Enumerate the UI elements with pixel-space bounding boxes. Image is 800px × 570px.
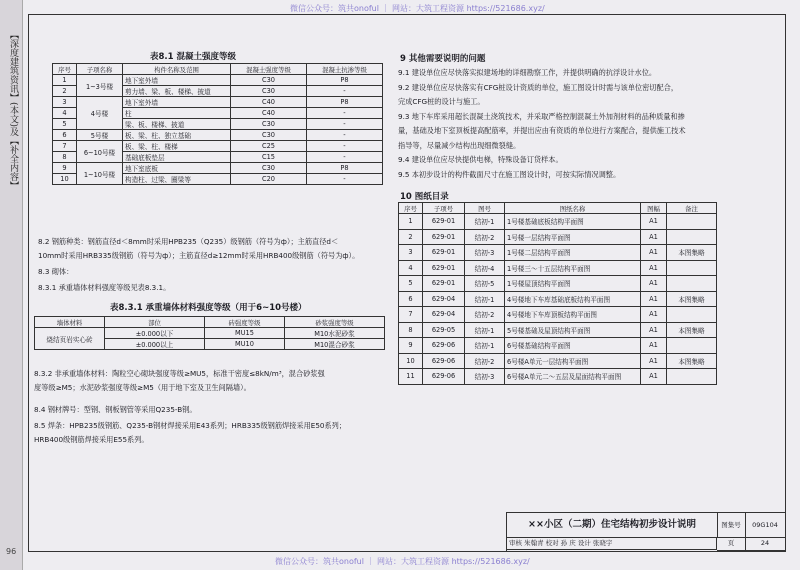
table-cell: 2: [53, 86, 77, 97]
section-10-title: 10 图纸目录: [400, 192, 449, 202]
section-9-note: 完成CFG桩的设计与施工。: [398, 97, 485, 106]
table-cell: 结初-1: [465, 291, 505, 307]
table-cell: 629-01: [423, 214, 465, 230]
section-9-note: 9.4 建设单位应尽快提供电梯，特殊设备订货样本。: [398, 155, 563, 164]
table-header-cell: 构件名称及范围: [123, 64, 231, 75]
table-cell: ±0.000以下: [105, 328, 205, 339]
table-cell: 629-06: [423, 338, 465, 354]
drawing-title: ××小区（二期）住宅结构初步设计说明: [507, 513, 718, 538]
note-8-4: 8.4 钢材牌号：型钢、钢板钢管等采用Q235-B钢。: [34, 405, 197, 414]
table-header-cell: 砂浆强度等级: [285, 317, 385, 328]
table-cell: 629-01: [423, 276, 465, 292]
table-cell: 629-05: [423, 322, 465, 338]
table-row: [399, 338, 717, 354]
table-cell: 629-06: [423, 369, 465, 385]
table-row: [399, 353, 717, 369]
table-cell: A1: [641, 229, 667, 245]
table-row: [399, 245, 717, 261]
table831-caption: 表8.3.1 承重墙体材料强度等级（用于6~10号楼）: [110, 303, 307, 313]
table-cell: C15: [231, 152, 307, 163]
table-cell: [667, 369, 717, 385]
table-cell: 3: [53, 97, 77, 108]
section-9-note: 9.2 建设单位应尽快落实有CFG桩设计资质的单位，施工图设计时需与该单位密切配合，: [398, 82, 679, 92]
table-cell: 结初-3: [465, 369, 505, 385]
table-row: [53, 75, 383, 86]
table-cell: M10混合砂浆: [285, 339, 385, 350]
note-8-5: 8.5 焊条：HPB235级钢筋、Q235-B钢材焊接采用E43系列；HRB335级钢筋焊接采用E50系列；: [34, 421, 347, 430]
section-9-notes: [398, 66, 778, 182]
table-cell: 结初-1: [465, 214, 505, 230]
table-cell: -: [307, 152, 383, 163]
table-cell: 构造柱、过梁、圈梁等: [123, 174, 231, 185]
table-cell: P8: [307, 75, 383, 86]
table-cell: 8: [399, 322, 423, 338]
table-cell: 地下室外墙: [123, 75, 231, 86]
page-number: 96: [6, 547, 17, 556]
table-cell: 10: [399, 353, 423, 369]
table-cell: 4: [53, 108, 77, 119]
section-9-title: 9 其他需要说明的问题: [400, 54, 486, 64]
table-cell: 结初-2: [465, 229, 505, 245]
table-header-cell: 砖强度等级: [205, 317, 285, 328]
note-8-3-2: 8.3.2 非承重墙体材料：陶粒空心砌块强度等级≥MU5，标准干密度≤8kN/m³，混合砂浆强: [34, 369, 325, 378]
table-cell: [667, 307, 717, 323]
table-cell: 板、梁、柱、独立基础: [123, 130, 231, 141]
table-cell: A1: [641, 214, 667, 230]
table-cell: 基础底板垫层: [123, 152, 231, 163]
table-cell: A1: [641, 338, 667, 354]
table81-caption: 表8.1 混凝土强度等级: [150, 52, 237, 62]
table-cell: [667, 260, 717, 276]
table-header-cell: 混凝土抗渗等级: [307, 64, 383, 75]
table-cell: C40: [231, 97, 307, 108]
table-row: [399, 276, 717, 292]
table-cell: [667, 214, 717, 230]
table-cell: 梁、板、楼梯、披道: [123, 119, 231, 130]
section-9-note: 9.1 建设单位应尽快落实拟建场地的详细勘察工作，并提供明确的抗浮设计水位。: [398, 68, 657, 77]
section-9-note: 9.3 地下车库采用超长混凝土浇筑技术，并采取严格控制混凝土外加剂材料的品种质量和掺: [398, 111, 685, 121]
table-cell: 1号楼基础底板结构平面图: [505, 214, 641, 230]
table-header-cell: 序号: [53, 64, 77, 75]
table-cell: -: [307, 119, 383, 130]
table-cell: 6号楼基础结构平面图: [505, 338, 641, 354]
table-cell: 板、梁、柱、楼梯: [123, 141, 231, 152]
table-cell: 4: [399, 260, 423, 276]
title-block: [506, 512, 785, 551]
table-row: [399, 291, 717, 307]
table-cell: 结初-4: [465, 260, 505, 276]
table-cell: 地下室外墙: [123, 97, 231, 108]
spine-text: 【深度建筑资讯】(本文)及【补全内容】: [8, 30, 18, 191]
table-cell: 1号楼一层结构平面图: [505, 229, 641, 245]
table-cell: 629-01: [423, 260, 465, 276]
atlas-number: 09G104: [745, 513, 786, 538]
table-cell: C30: [231, 130, 307, 141]
table-cell: 10: [53, 174, 77, 185]
table-cell: 柱: [123, 108, 231, 119]
table-cell: 2: [399, 229, 423, 245]
table-header-cell: 序号: [399, 203, 423, 214]
table-cell: 629-01: [423, 229, 465, 245]
note-8-2-cont: 10mm时采用HRB335级钢筋（符号为ф）；主筋直径d≥12mm时采用HRB400级钢筋（符号为ф）。: [38, 251, 360, 260]
table-cell: 剪力墙、梁、板、楼梯、披道: [123, 86, 231, 97]
table-cell: A1: [641, 353, 667, 369]
table-cell: C40: [231, 108, 307, 119]
table-cell: -: [307, 108, 383, 119]
note-8-3: 8.3 砌体：: [38, 267, 74, 276]
note-8-2: 8.2 钢筋种类：钢筋直径d＜8mm时采用HPB235（Q235）级钢筋（符号为ф）；主筋直径d＜: [38, 237, 339, 246]
table-cell: 8: [53, 152, 77, 163]
masonry-grade-table: [34, 316, 385, 350]
table-cell: 629-04: [423, 291, 465, 307]
table-row: [399, 322, 717, 338]
table-cell: ±0.000以上: [105, 339, 205, 350]
watermark-bottom: 微信公众号：筑共onoful ｜ 网站：大筑工程资源 https://521686.xyz/: [275, 557, 530, 566]
table-cell: 6: [399, 291, 423, 307]
table-row: [399, 369, 717, 385]
table-cell: MU10: [205, 339, 285, 350]
table-cell: 1号楼屋顶结构平面图: [505, 276, 641, 292]
section-9-note: 指导等，尽量减少结构出现细微裂缝。: [398, 140, 521, 150]
table-cell: 本图集略: [667, 353, 717, 369]
sheet-page-number: 24: [745, 537, 786, 551]
table-cell: 11: [399, 369, 423, 385]
table-header-cell: 图幅: [641, 203, 667, 214]
table-cell: C20: [231, 174, 307, 185]
table-cell: 1~3号楼: [77, 75, 123, 97]
table-cell: 结初-1: [465, 338, 505, 354]
table-cell: 1~10号楼: [77, 163, 123, 185]
table-cell: -: [307, 130, 383, 141]
table-cell: -: [307, 141, 383, 152]
table-cell: 9: [53, 163, 77, 174]
table-row: [53, 130, 383, 141]
table-cell: A1: [641, 276, 667, 292]
table-cell: A1: [641, 291, 667, 307]
table-cell: 1: [399, 214, 423, 230]
note-8-3-1: 8.3.1 承重墙体材料强度等级见表8.3.1。: [38, 283, 171, 292]
masonry-material-cell: 烧结页岩实心砖: [35, 328, 105, 350]
table-header-cell: 图号: [465, 203, 505, 214]
table-header-cell: 子项号: [423, 203, 465, 214]
table-cell: C25: [231, 141, 307, 152]
table-cell: 结初-1: [465, 322, 505, 338]
table-cell: 3: [399, 245, 423, 261]
table-row: [53, 97, 383, 108]
table-cell: C30: [231, 75, 307, 86]
table-cell: 5: [53, 119, 77, 130]
note-8-5-cont: HRB400级钢筋焊接采用E55系列。: [34, 435, 149, 444]
table-cell: 4号楼地下车库基础底板结构平面图: [505, 291, 641, 307]
table-cell: C30: [231, 86, 307, 97]
table-row: [53, 163, 383, 174]
table-cell: 地下室底板: [123, 163, 231, 174]
table-header-cell: 图纸名称: [505, 203, 641, 214]
table-cell: 7: [53, 141, 77, 152]
table-cell: [667, 229, 717, 245]
table-cell: [667, 338, 717, 354]
review-row: 审核 朱翰青 校对 孙 庆 设计 张晓宇: [507, 537, 717, 550]
table-header-cell: 墙体材料: [35, 317, 105, 328]
table-row: [399, 214, 717, 230]
table-cell: 629-06: [423, 353, 465, 369]
table-row: [399, 229, 717, 245]
table-cell: MU15: [205, 328, 285, 339]
table-cell: 结初-2: [465, 307, 505, 323]
table-cell: A1: [641, 260, 667, 276]
table-header-cell: 混凝土强度等级: [231, 64, 307, 75]
table-cell: 本图集略: [667, 291, 717, 307]
table-cell: M10水泥砂浆: [285, 328, 385, 339]
table-cell: 7: [399, 307, 423, 323]
table-cell: A1: [641, 307, 667, 323]
table-cell: 5: [399, 276, 423, 292]
table-row: [53, 141, 383, 152]
table-cell: 9: [399, 338, 423, 354]
watermark-top: 微信公众号：筑共onoful ｜ 网站：大筑工程资源 https://521686.xyz/: [290, 4, 545, 13]
table-header-cell: 备注: [667, 203, 717, 214]
table-cell: -: [307, 86, 383, 97]
table-row: [399, 307, 717, 323]
table-cell: A1: [641, 322, 667, 338]
table-cell: 本图集略: [667, 245, 717, 261]
table-cell: 1号楼三～十五层结构平面图: [505, 260, 641, 276]
table-cell: 6: [53, 130, 77, 141]
concrete-grade-table: [52, 63, 383, 185]
table-cell: [667, 276, 717, 292]
table-cell: 本图集略: [667, 322, 717, 338]
table-cell: -: [307, 174, 383, 185]
table-cell: A1: [641, 369, 667, 385]
table-cell: 629-04: [423, 307, 465, 323]
table-cell: 4号楼地下车库顶板结构平面图: [505, 307, 641, 323]
table-cell: 6号楼A单元二～五层及屋面结构平面图: [505, 369, 641, 385]
table-cell: P8: [307, 97, 383, 108]
table-cell: 4号楼: [77, 97, 123, 130]
table-header-cell: 子项名称: [77, 64, 123, 75]
table-cell: 5号楼基础及屋顶结构平面图: [505, 322, 641, 338]
table-cell: P8: [307, 163, 383, 174]
page-label: 页: [717, 537, 746, 551]
table-cell: 6~10号楼: [77, 141, 123, 163]
table-cell: A1: [641, 245, 667, 261]
table-cell: C30: [231, 119, 307, 130]
section-9-note: 量，基础及地下室顶板提高配筋率，并提出应由有资质的单位进行方案配合，提供施工技术: [398, 126, 686, 135]
table-cell: 629-01: [423, 245, 465, 261]
table-cell: 结初-2: [465, 353, 505, 369]
book-spine: [0, 0, 23, 570]
table-cell: 5号楼: [77, 130, 123, 141]
table-header-cell: 部位: [105, 317, 205, 328]
atlas-label: 图集号: [717, 513, 746, 538]
table-row: [399, 260, 717, 276]
table-cell: 1号楼二层结构平面图: [505, 245, 641, 261]
table-cell: 1: [53, 75, 77, 86]
table-cell: 结初-3: [465, 245, 505, 261]
table-cell: 6号楼A单元一层结构平面图: [505, 353, 641, 369]
table-cell: C30: [231, 163, 307, 174]
note-8-3-2-cont: 度等级≥M5；水泥砂浆强度等级≥M5（用于地下室及卫生间隔墙）。: [34, 383, 251, 392]
table-cell: 结初-5: [465, 276, 505, 292]
drawing-list-table: [398, 202, 717, 385]
section-9-note: 9.5 本初步设计的构件截面尺寸在施工图设计时，可按实际情况调整。: [398, 169, 621, 179]
